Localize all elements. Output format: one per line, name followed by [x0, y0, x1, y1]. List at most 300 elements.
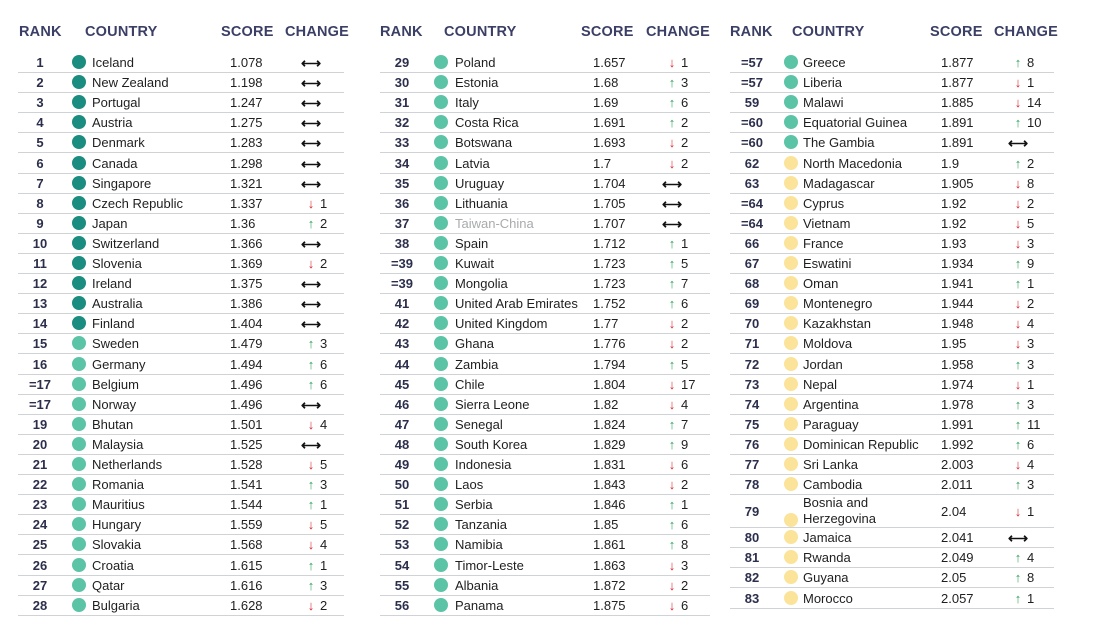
table-row: [730, 174, 1054, 194]
tier-dot-icon: [784, 570, 798, 584]
score-cell: 1.36: [230, 215, 256, 231]
arrow-up-icon: ↑: [307, 577, 315, 593]
score-cell: 1.891: [941, 135, 974, 151]
rank-cell: 50: [394, 477, 410, 493]
arrow-up-icon: ↑: [1014, 590, 1022, 606]
score-cell: 1.705: [593, 195, 626, 211]
score-cell: 2.011: [941, 477, 973, 493]
country-cell: Cyprus: [803, 195, 845, 211]
tier-dot-icon: [72, 296, 86, 310]
change-cell: [1013, 296, 1034, 311]
tier-dot-icon: [784, 176, 798, 190]
rank-cell: 73: [744, 376, 760, 392]
score-cell: 1.944: [941, 296, 974, 312]
score-cell: 1.078: [230, 55, 263, 70]
table-row: [730, 194, 1054, 214]
country-cell: Greece: [803, 55, 846, 70]
score-cell: 1.85: [593, 517, 619, 533]
change-value: 7: [681, 416, 689, 432]
arrow-down-icon: ↓: [1014, 95, 1022, 111]
country-cell: Chile: [455, 376, 485, 392]
score-cell: 2.04: [941, 504, 967, 520]
arrow-down-icon: ↓: [668, 336, 676, 352]
table-row: [730, 154, 1054, 174]
tier-dot-icon: [434, 55, 448, 69]
table-row: [380, 254, 710, 274]
change-value: 3: [320, 336, 328, 352]
arrow-both-icon: ⟷: [300, 95, 322, 112]
change-value: 3: [1027, 356, 1035, 372]
table-row: [730, 334, 1054, 354]
country-cell: North Macedonia: [803, 155, 902, 171]
rank-cell: =57: [740, 55, 764, 70]
tier-dot-icon: [434, 316, 448, 330]
country-cell: Tanzania: [455, 517, 508, 533]
tier-dot-icon: [784, 115, 798, 129]
change-cell: [306, 336, 327, 351]
tier-dot-icon: [434, 156, 448, 170]
table-row: [730, 274, 1054, 294]
score-cell: 1.479: [230, 336, 263, 352]
table-row: [730, 254, 1054, 274]
rank-cell: 13: [32, 296, 48, 312]
arrow-both-icon: ⟷: [300, 155, 322, 172]
rank-cell: 25: [32, 537, 48, 553]
arrow-up-icon: ↑: [668, 497, 676, 513]
country-cell: Mongolia: [455, 276, 508, 292]
arrow-up-icon: ↑: [1014, 356, 1022, 372]
rank-cell: =64: [740, 195, 764, 211]
rank-cell: 24: [32, 517, 48, 533]
change-value: 2: [1027, 296, 1035, 312]
score-cell: 1.275: [230, 115, 263, 131]
country-cell: Morocco: [803, 590, 853, 606]
arrow-up-icon: ↑: [307, 336, 315, 352]
arrow-up-icon: ↑: [1014, 550, 1022, 566]
rank-cell: 78: [744, 477, 760, 493]
change-cell: [1013, 477, 1034, 492]
tier-dot-icon: [784, 296, 798, 310]
table-row: [18, 314, 344, 334]
country-cell: Austria: [92, 115, 133, 131]
tier-dot-icon: [784, 530, 798, 544]
change-cell: [306, 357, 327, 372]
table-row: [18, 133, 344, 153]
arrow-down-icon: ↓: [1014, 75, 1022, 91]
tier-dot-icon: [72, 276, 86, 290]
tier-dot-icon: [72, 357, 86, 371]
country-cell: Estonia: [455, 75, 499, 91]
change-value: 1: [320, 497, 328, 513]
arrow-down-icon: ↓: [668, 557, 676, 573]
arrow-up-icon: ↑: [668, 416, 676, 432]
score-cell: 1.794: [593, 356, 626, 372]
rank-cell: 23: [32, 497, 48, 513]
country-cell: Iceland: [92, 55, 134, 70]
country-cell: Malawi: [803, 95, 844, 111]
arrow-down-icon: ↓: [307, 597, 315, 613]
score-cell: 1.704: [593, 175, 626, 191]
change-cell: [1013, 504, 1034, 519]
tier-dot-icon: [784, 55, 798, 69]
change-cell: [306, 196, 327, 211]
score-cell: 1.657: [593, 55, 626, 70]
tier-dot-icon: [434, 377, 448, 391]
rank-cell: 37: [394, 215, 410, 231]
rank-cell: 26: [32, 557, 48, 573]
change-cell: [667, 578, 688, 593]
table-row: [380, 395, 710, 415]
arrow-down-icon: ↓: [1014, 175, 1022, 191]
change-cell: [667, 296, 688, 311]
change-value: 10: [1027, 115, 1042, 131]
table-row: [18, 194, 344, 214]
change-cell: [667, 437, 688, 452]
change-value: 6: [320, 356, 328, 372]
rank-cell: 4: [36, 115, 44, 131]
tier-dot-icon: [434, 578, 448, 592]
change-cell: [667, 598, 688, 613]
rank-cell: 83: [744, 590, 760, 606]
rank-cell: 43: [394, 336, 410, 352]
change-cell: [306, 517, 327, 532]
country-cell: Latvia: [455, 155, 490, 171]
arrow-down-icon: ↓: [307, 517, 315, 533]
arrow-up-icon: ↑: [1014, 416, 1022, 432]
arrow-both-icon: ⟷: [300, 396, 322, 413]
change-value: 14: [1027, 95, 1042, 111]
country-cell: Malaysia: [92, 436, 144, 452]
tier-dot-icon: [72, 558, 86, 572]
table-row: [380, 154, 710, 174]
change-cell: [667, 497, 688, 512]
change-cell: [1013, 591, 1034, 606]
arrow-down-icon: ↓: [1014, 195, 1022, 211]
rank-cell: 71: [744, 336, 760, 352]
arrow-up-icon: ↑: [668, 517, 676, 533]
country-cell: Slovakia: [92, 537, 142, 553]
change-value: 6: [681, 296, 689, 312]
change-cell: [306, 477, 327, 492]
rank-cell: 32: [394, 115, 410, 131]
change-cell: [1013, 417, 1041, 432]
country-cell: Jordan: [803, 356, 843, 372]
change-cell: [1013, 357, 1034, 372]
tier-dot-icon: [784, 357, 798, 371]
score-cell: 1.824: [593, 416, 626, 432]
change-cell: [306, 377, 327, 392]
score-cell: 1.978: [941, 396, 974, 412]
rank-cell: 49: [394, 457, 410, 472]
change-cell: [306, 216, 327, 231]
change-value: 8: [681, 537, 689, 553]
score-cell: 1.804: [593, 376, 626, 392]
change-cell: [661, 195, 687, 213]
arrow-up-icon: ↑: [668, 436, 676, 452]
tier-dot-icon: [72, 477, 86, 491]
change-cell: [300, 155, 326, 173]
rank-cell: 70: [744, 316, 760, 332]
rank-cell: 82: [744, 570, 760, 586]
tier-dot-icon: [72, 256, 86, 270]
score-cell: 1.69: [593, 95, 619, 111]
change-value: 2: [681, 477, 689, 493]
rank-cell: 66: [744, 235, 760, 251]
country-cell: Germany: [92, 356, 146, 372]
rank-cell: =17: [28, 396, 52, 412]
score-cell: 2.057: [941, 590, 974, 606]
arrow-up-icon: ↑: [668, 95, 676, 111]
rank-cell: =60: [740, 135, 764, 151]
table-row: [380, 455, 710, 475]
change-value: 1: [681, 235, 689, 251]
tier-dot-icon: [434, 437, 448, 451]
table-row: [730, 495, 1054, 528]
table-row: [380, 113, 710, 133]
rank-cell: 31: [394, 95, 410, 111]
change-cell: [667, 316, 688, 331]
tier-dot-icon: [72, 196, 86, 210]
change-value: 5: [681, 356, 689, 372]
table-row: [380, 93, 710, 113]
table-row: [730, 528, 1054, 548]
change-value: 4: [1027, 457, 1035, 472]
table-row: [380, 495, 710, 515]
tier-dot-icon: [434, 95, 448, 109]
rank-cell: 30: [394, 75, 410, 91]
tier-dot-icon: [784, 437, 798, 451]
score-cell: 1.568: [230, 537, 263, 553]
rank-cell: 74: [744, 396, 760, 412]
change-value: 1: [681, 55, 689, 70]
tier-dot-icon: [72, 457, 86, 471]
country-cell: Australia: [92, 296, 143, 312]
rank-cell: 55: [394, 577, 410, 593]
change-value: 8: [1027, 175, 1035, 191]
score-cell: 2.003: [941, 457, 974, 472]
change-cell: [1013, 377, 1034, 392]
header-rank: RANK: [380, 24, 423, 40]
tier-dot-icon: [434, 497, 448, 511]
change-value: 3: [1027, 477, 1035, 493]
score-cell: 1.948: [941, 316, 974, 332]
change-cell: [667, 135, 688, 150]
row-divider: [18, 615, 344, 616]
change-value: 1: [1027, 504, 1035, 520]
tier-dot-icon: [434, 196, 448, 210]
change-cell: [667, 276, 688, 291]
tier-dot-icon: [784, 591, 798, 605]
arrow-up-icon: ↑: [307, 356, 315, 372]
table-row: [380, 133, 710, 153]
rank-cell: 20: [32, 436, 48, 452]
arrow-up-icon: ↑: [668, 75, 676, 91]
arrow-up-icon: ↑: [1014, 570, 1022, 586]
table-row: [380, 596, 710, 616]
tier-dot-icon: [72, 135, 86, 149]
arrow-up-icon: ↑: [668, 115, 676, 131]
tier-dot-icon: [784, 236, 798, 250]
tier-dot-icon: [434, 336, 448, 350]
table-row: [730, 455, 1054, 475]
country-cell: Argentina: [803, 396, 859, 412]
rank-cell: 41: [394, 296, 410, 312]
tier-dot-icon: [72, 236, 86, 250]
rank-cell: 63: [744, 175, 760, 191]
tier-dot-icon: [434, 216, 448, 230]
rank-cell: 59: [744, 95, 760, 111]
score-cell: 1.375: [230, 276, 263, 292]
change-value: 2: [681, 577, 689, 593]
table-row: [380, 556, 710, 576]
change-cell: [306, 497, 327, 512]
tier-dot-icon: [434, 176, 448, 190]
score-cell: 1.877: [941, 55, 974, 70]
arrow-up-icon: ↑: [307, 477, 315, 493]
country-cell: Kuwait: [455, 256, 495, 271]
country-cell: Ghana: [455, 336, 495, 352]
change-value: 4: [681, 396, 689, 412]
rank-cell: 56: [394, 597, 410, 613]
score-cell: 1.501: [230, 416, 263, 432]
arrow-both-icon: ⟷: [300, 235, 322, 252]
country-cell: Denmark: [92, 135, 145, 151]
tier-dot-icon: [72, 95, 86, 109]
country-cell: Portugal: [92, 95, 141, 111]
change-value: 9: [681, 436, 689, 452]
rank-cell: 28: [32, 597, 48, 613]
table-row: [730, 93, 1054, 113]
country-cell: Jamaica: [803, 530, 852, 546]
table-row: [18, 596, 344, 616]
change-value: 5: [320, 517, 328, 533]
country-cell: Switzerland: [92, 235, 160, 251]
arrow-down-icon: ↓: [668, 577, 676, 593]
table-row: [730, 53, 1054, 73]
rank-cell: 38: [394, 235, 410, 251]
change-value: 6: [681, 517, 689, 533]
change-value: 6: [681, 457, 689, 472]
score-cell: 1.616: [230, 577, 263, 593]
table-row: [380, 214, 710, 234]
change-value: 2: [681, 115, 689, 131]
rank-cell: 68: [744, 276, 760, 292]
country-cell: Paraguay: [803, 416, 859, 432]
score-cell: 1.366: [230, 235, 263, 251]
score-cell: 1.528: [230, 457, 263, 472]
table-row: [18, 93, 344, 113]
change-cell: [667, 537, 688, 552]
rank-cell: 48: [394, 436, 410, 452]
table-row: [380, 576, 710, 596]
arrow-both-icon: ⟷: [300, 135, 322, 152]
score-cell: 1.693: [593, 135, 626, 151]
arrow-up-icon: ↑: [668, 296, 676, 312]
arrow-both-icon: ⟷: [300, 276, 322, 293]
tier-dot-icon: [72, 115, 86, 129]
country-cell: Netherlands: [92, 457, 163, 472]
tier-dot-icon: [784, 397, 798, 411]
arrow-both-icon: ⟷: [300, 296, 322, 313]
change-value: 4: [320, 416, 328, 432]
change-cell: [667, 417, 688, 432]
change-cell: [306, 417, 327, 432]
score-cell: 1.776: [593, 336, 626, 352]
rank-cell: 3: [36, 95, 44, 111]
country-cell: Oman: [803, 276, 839, 292]
change-value: 5: [681, 256, 689, 271]
tier-dot-icon: [434, 296, 448, 310]
score-cell: 1.872: [593, 577, 626, 593]
score-cell: 1.247: [230, 95, 263, 111]
change-cell: [1013, 176, 1034, 191]
arrow-up-icon: ↑: [668, 256, 676, 271]
change-value: 3: [681, 557, 689, 573]
arrow-both-icon: ⟷: [661, 175, 683, 192]
change-cell: [1013, 196, 1034, 211]
change-value: 2: [681, 336, 689, 352]
change-cell: [667, 558, 688, 573]
country-cell: Lithuania: [455, 195, 508, 211]
arrow-down-icon: ↓: [1014, 504, 1022, 520]
table-row: [380, 475, 710, 495]
change-value: 2: [320, 597, 328, 613]
header-change: CHANGE: [285, 24, 350, 40]
change-value: 6: [320, 376, 328, 392]
score-cell: 1.496: [230, 376, 263, 392]
change-value: 1: [320, 195, 328, 211]
country-cell: Montenegro: [803, 296, 873, 312]
table-row: [730, 355, 1054, 375]
country-cell: Finland: [92, 316, 135, 332]
rank-cell: =39: [390, 256, 414, 271]
country-cell: Rwanda: [803, 550, 851, 566]
change-cell: [1013, 397, 1034, 412]
arrow-down-icon: ↓: [307, 537, 315, 553]
tier-dot-icon: [784, 513, 798, 527]
tier-dot-icon: [72, 598, 86, 612]
tier-dot-icon: [434, 357, 448, 371]
change-cell: [667, 457, 688, 472]
table-row: [380, 294, 710, 314]
score-cell: 1.941: [941, 276, 974, 292]
header-change: CHANGE: [994, 24, 1059, 40]
change-cell: [667, 156, 688, 171]
tier-dot-icon: [72, 75, 86, 89]
arrow-down-icon: ↓: [668, 155, 676, 171]
tier-dot-icon: [434, 75, 448, 89]
arrow-up-icon: ↑: [1014, 477, 1022, 493]
change-value: 11: [1027, 416, 1041, 432]
arrow-down-icon: ↓: [1014, 457, 1022, 472]
table-row: [18, 375, 344, 395]
change-cell: [1013, 75, 1034, 90]
change-cell: [300, 296, 326, 313]
table-column-1: [18, 0, 350, 637]
row-divider: [380, 615, 710, 616]
change-cell: [306, 537, 327, 552]
rank-cell: 22: [32, 477, 48, 493]
table-row: [380, 274, 710, 294]
change-cell: [300, 436, 326, 454]
table-row: [730, 375, 1054, 395]
table-row: [730, 314, 1054, 334]
change-value: 1: [1027, 276, 1035, 292]
change-cell: [1013, 95, 1041, 110]
table-row: [380, 435, 710, 455]
change-value: 3: [320, 577, 328, 593]
score-cell: 1.93: [941, 235, 967, 251]
